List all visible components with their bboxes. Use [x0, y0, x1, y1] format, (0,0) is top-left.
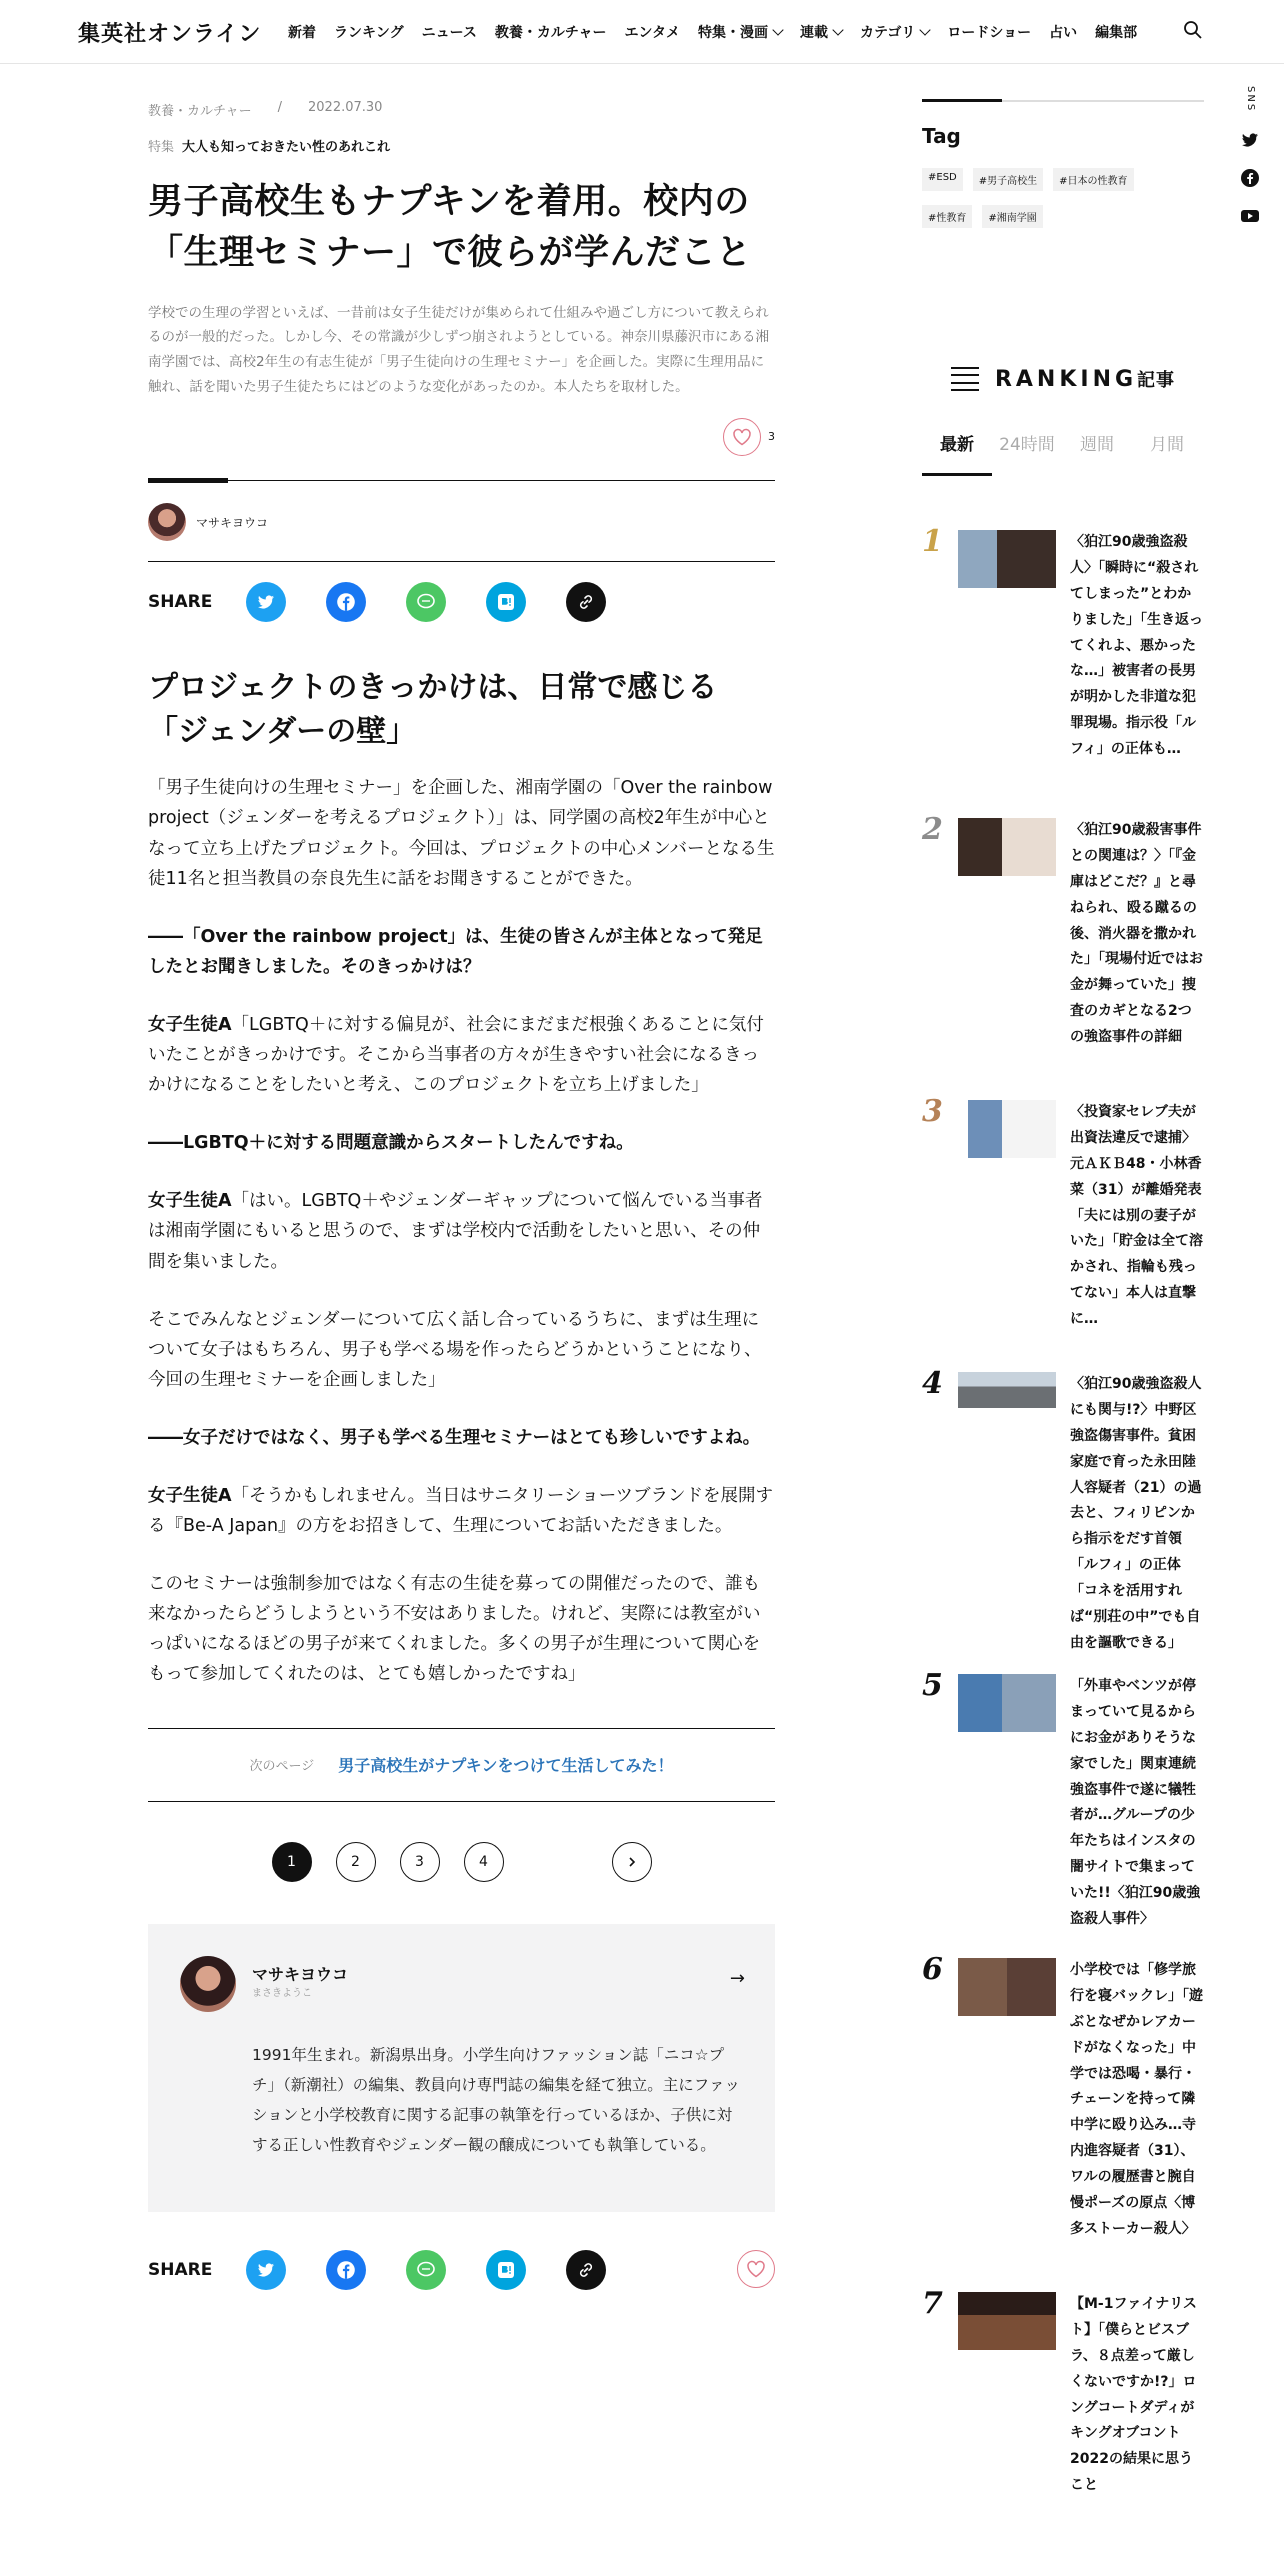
article-date: 2022.07.30: [308, 100, 383, 115]
rank-number: 4: [922, 1366, 943, 1401]
like-count: 3: [768, 430, 775, 444]
avatar[interactable]: [148, 503, 186, 541]
thumbnail[interactable]: [958, 2292, 1056, 2350]
menu-icon: [951, 367, 979, 391]
thumbnail[interactable]: [958, 818, 1056, 876]
sns-label: SNS: [1245, 86, 1256, 113]
chevron-down-icon: [920, 24, 931, 35]
speaker: 女子生徒A: [148, 1191, 232, 1212]
next-page-button[interactable]: [612, 1842, 652, 1882]
ranking-item[interactable]: [922, 806, 1204, 1088]
share-twitter-button[interactable]: [246, 582, 286, 622]
hatena-bookmark-icon: [496, 2260, 516, 2280]
ranking-item[interactable]: [922, 1946, 1204, 2280]
chevron-down-icon: [832, 24, 843, 35]
facebook-icon: [335, 2259, 357, 2281]
article-category[interactable]: 教養・カルチャー: [148, 104, 252, 119]
share-hatena-button[interactable]: [486, 2250, 526, 2290]
youtube-icon[interactable]: [1240, 206, 1260, 226]
sidebar-divider: [922, 100, 1204, 102]
link-icon: [576, 2260, 596, 2280]
interview-answer: 女子生徒A「はい。LGBTQ＋やジェンダーギャップについて悩んでいる当事者は湘南学園にもいると思うので、まずは学校内で活動をしたいと思い、その仲間を集いました。: [148, 1191, 763, 1272]
tag-heading: Tag: [922, 124, 961, 148]
next-page-title[interactable]: 男子高校生がナプキンをつけて生活してみた！: [338, 1756, 674, 1776]
share-line-button[interactable]: [406, 582, 446, 622]
next-page-link[interactable]: [148, 1728, 775, 1802]
tag-chip[interactable]: #ESD: [922, 168, 963, 191]
page-2[interactable]: 2: [336, 1842, 376, 1882]
page-4[interactable]: 4: [464, 1842, 504, 1882]
ranking-item[interactable]: [922, 1662, 1204, 1946]
ranking-tabs: [922, 426, 1204, 476]
interview-question: ――LGBTQ＋に対する問題意識からスタートしたんですね。: [148, 1133, 634, 1154]
article-title: 男子高校生もナプキンを着用。校内の「生理セミナー」で彼らが学んだこと: [148, 182, 752, 273]
avatar[interactable]: [180, 1956, 236, 2012]
share-label: SHARE: [148, 2260, 213, 2281]
sidebar: [922, 100, 1204, 2520]
nav-item-ranking[interactable]: ランキング: [334, 25, 404, 41]
feature-title[interactable]: 大人も知っておきたい性のあれこれ: [182, 140, 391, 155]
ranking-item-title[interactable]: 〈投資家セレブ夫が出資法違反で逮捕〉元ＡＫＢ48・小林香菜（31）が離婚発表「夫には別の妻子がいた」「貯金は全て溶かされ、指輪も残ってない」本人は直撃に…: [1070, 1104, 1203, 1328]
site-header: [0, 0, 1284, 64]
nav-item-news[interactable]: ニュース: [421, 25, 477, 41]
tab-weekly[interactable]: 週間: [1080, 435, 1114, 455]
pagination: [148, 1842, 775, 1882]
facebook-icon[interactable]: [1240, 168, 1260, 188]
nav-item-new[interactable]: 新着: [288, 25, 316, 41]
paragraph: 「男子生徒向けの生理セミナー」を企画した、湘南学園の「Over the rainbow project（ジェンダーを考えるプロジェクト）」は、同学園の高校2年生が中心となって立ち上げたプロジェクト。今回は、プロジェクトの中心メンバーとなる生徒11名と担当教員の奈良先生に話をお聞きすることができた。: [148, 778, 775, 889]
like-row: [148, 418, 775, 458]
copy-link-button[interactable]: [566, 582, 606, 622]
nav-item-editorial[interactable]: 編集部: [1095, 25, 1138, 41]
rank-number: 3: [922, 1094, 943, 1129]
line-icon: [415, 2259, 437, 2281]
ranking-item[interactable]: [922, 1360, 1204, 1662]
share-label: SHARE: [148, 592, 213, 613]
chevron-down-icon: [772, 24, 783, 35]
profile-bio: 1991年生まれ。新潟県出身。小学生向けファッション誌「ニコ☆プチ」（新潮社）の編集、教員向け専門誌の編集を経て独立。主にファッションと小学校教育に関する記事の執筆を行っているほか、子供に対する正しい性教育やジェンダー観の醸成についても執筆している。: [252, 2045, 740, 2155]
interview-question: ――女子だけではなく、男子も学べる生理セミナーはとても珍しいですよね。: [148, 1427, 761, 1448]
line-icon: [415, 591, 437, 613]
ranking-item-title[interactable]: 【M-1ファイナリスト】「僕らとビスブラ、８点差って厳しくないですか!?」ロングコートダディがキングオブコント2022の結果に思うこと: [1070, 2296, 1197, 2494]
thumbnail[interactable]: [958, 1674, 1056, 1732]
twitter-icon: [256, 2260, 276, 2280]
share-facebook-button[interactable]: [326, 2250, 366, 2290]
interview-question: ――「Over the rainbow project」は、生徒の皆さんが主体となって発足したとお聞きしました。そのきっかけは？: [148, 926, 763, 977]
tag-chip[interactable]: #湘南学園: [982, 205, 1042, 228]
rank-number: 5: [922, 1668, 943, 1703]
profile-name[interactable]: マサキヨウコ: [252, 1964, 349, 1984]
share-bar: [148, 580, 775, 624]
tag-chip[interactable]: #日本の性教育: [1053, 168, 1133, 191]
heart-icon: [746, 2260, 766, 2278]
ranking-item-title[interactable]: 〈狛江90歳殺害事件との関連は？〉「『金庫はどこだ？』と尋ねられ、殴る蹴るの後、消火器を撒かれた」「現場付近ではお金が舞っていた」捜査のカギとなる2つの強盗事件の詳細: [1070, 822, 1203, 1046]
thumbnail[interactable]: [958, 1100, 1056, 1158]
nav-item-culture[interactable]: 教養・カルチャー: [494, 25, 607, 41]
ranking-item[interactable]: [922, 1088, 1204, 1360]
thumbnail[interactable]: [958, 1958, 1056, 2016]
share-twitter-button[interactable]: [246, 2250, 286, 2290]
article: [148, 100, 775, 2292]
twitter-icon[interactable]: [1240, 130, 1260, 150]
arrow-right-icon[interactable]: →: [729, 1967, 745, 1989]
interview-answer: 女子生徒A「LGBTQ＋に対する偏見が、社会にまだまだ根強くあることに気付いたことがきっかけです。そこから当事者の方々が生きやすい社会になるきっかけになることをしたいと考え、このプロジェクトを立ち上げました」: [148, 1014, 764, 1096]
author-bar: [148, 480, 775, 562]
twitter-icon: [256, 592, 276, 612]
rank-number: 7: [922, 2286, 943, 2321]
interview-answer: 女子生徒A「そうかもしれません。当日はサニタリーショーツブランドを展開する『Be-A Japan』の方をお招きして、生理についてお話いただきました。: [148, 1485, 773, 1537]
ranking-item-title[interactable]: 小学校では「修学旅行を寝バックレ」「遊ぶとなぜかレアカードがなくなった」中学では恐喝・暴行・チェーンを持って隣中学に殴り込み…寺内進容疑者（31）、ワルの履歴書と腕自慢ポーズの原点〈博多ストーカー殺人〉: [1070, 1962, 1203, 2237]
article-meta: [148, 100, 775, 120]
search-icon[interactable]: [1183, 20, 1203, 40]
like-button[interactable]: [723, 418, 761, 456]
page-1[interactable]: 1: [272, 1842, 312, 1882]
tag-chip[interactable]: #男子高校生: [973, 168, 1043, 191]
heart-icon: [732, 428, 752, 446]
chevron-right-icon: [626, 1856, 638, 1868]
tab-24h[interactable]: 24時間: [999, 435, 1055, 455]
share-hatena-button[interactable]: [486, 582, 526, 622]
share-line-button[interactable]: [406, 2250, 446, 2290]
profile-kana: まさきようこ: [252, 1987, 312, 1999]
facebook-icon: [335, 591, 357, 613]
share-bar-bottom: [148, 2248, 775, 2292]
thumbnail[interactable]: [958, 1372, 1056, 1408]
tab-latest[interactable]: 最新: [922, 426, 992, 476]
ranking-item-title[interactable]: 〈狛江90歳強盗殺人にも関与!?〉中野区強盗傷害事件。貧困家庭で育った永田陸人容疑者（21）の過去と、フィリピンから指示をだす首領「ルフィ」の正体「コネを活用すれば“別荘の中”でも自由を謳歌できる」: [1070, 1376, 1202, 1651]
thumbnail[interactable]: [958, 530, 1056, 588]
tab-monthly[interactable]: 月間: [1150, 435, 1184, 455]
sns-rail: [1240, 86, 1260, 226]
ranking-heading: [922, 366, 1204, 392]
ranking-title: RANKING記事: [994, 367, 1176, 392]
divider-accent: [148, 478, 228, 483]
site-logo[interactable]: 集英社オンライン: [78, 22, 262, 47]
paragraph: そこでみんなとジェンダーについて広く話し合っているうちに、まずは生理について女子はもちろん、男子も学べる場を作ったらどうかということになり、今回の生理セミナーを企画しました」: [148, 1309, 762, 1390]
like-button[interactable]: [737, 2250, 775, 2288]
speaker: 女子生徒A: [148, 1485, 232, 1506]
article-lead: 学校での生理の学習といえば、一昔前は女子生徒だけが集められて仕組みや過ごし方について教えられるのが一般的だった。しかし今、その常識が少しずつ崩されようとしている。神奈川県藤沢市にある湘南学園では、高校2年生の有志生徒が「男子生徒向けの生理セミナー」を企画した。実際に生理用品に触れ、話を聞いた男子生徒たちにはどのような変化があったのか。本人たちを取材した。: [148, 304, 769, 396]
ranking-item[interactable]: [922, 2280, 1204, 2520]
nav-item-feature[interactable]: 特集・漫画: [698, 22, 782, 42]
author-profile: [148, 1924, 775, 2213]
ranking-item-title[interactable]: 「外車やベンツが停まっていて見るからにお金がありそうな家でした」関東連続強盗事件で遂に犠牲者が…グループの少年たちはインスタの闇サイトで集まっていた!!〈狛江90歳強盗殺人事件〉: [1070, 1678, 1201, 1928]
feature-tag: 特集: [148, 140, 175, 155]
hatena-bookmark-icon: [496, 592, 516, 612]
ranking-item[interactable]: [922, 518, 1204, 806]
feature-line: [148, 136, 775, 155]
nav-item-roadshow[interactable]: ロードショー: [947, 25, 1032, 41]
nav-item-fortune[interactable]: 占い: [1049, 25, 1078, 41]
copy-link-button[interactable]: [566, 2250, 606, 2290]
tag-chip[interactable]: #性教育: [922, 205, 972, 228]
main-nav: [288, 22, 1155, 42]
nav-item-category[interactable]: カテゴリ: [860, 22, 929, 42]
share-facebook-button[interactable]: [326, 582, 366, 622]
nav-item-series[interactable]: 連載: [800, 22, 842, 42]
next-page-label: 次のページ: [249, 1759, 315, 1775]
rank-number: 2: [922, 812, 943, 847]
rank-number: 1: [922, 524, 943, 559]
author-name[interactable]: マサキヨウコ: [196, 516, 269, 531]
ranking-item-title[interactable]: 〈狛江90歳強盗殺人〉「瞬時に“殺されてしまった”とわかりました」「生き返ってくれよ、悪かったな…」被害者の長男が明かした非道な犯罪現場。指示役「ルフィ」の正体も…: [1070, 534, 1203, 758]
section-heading: プロジェクトのきっかけは、日常で感じる「ジェンダーの壁」: [148, 670, 718, 749]
link-icon: [576, 592, 596, 612]
paragraph: このセミナーは強制参加ではなく有志の生徒を募っての開催だったので、誰も来なかったらどうしようという不安はありました。けれど、実際には教室がいっぱいになるほどの男子が来てくれました。多くの男子が生理について関心をもって参加してくれたのは、とても嬉しかったですね」: [148, 1574, 761, 1685]
page-3[interactable]: 3: [400, 1842, 440, 1882]
tag-list: [922, 168, 1182, 228]
rank-number: 6: [922, 1952, 943, 1987]
nav-item-entertainment[interactable]: エンタメ: [624, 25, 680, 41]
meta-separator: /: [277, 100, 283, 115]
speaker: 女子生徒A: [148, 1014, 232, 1035]
